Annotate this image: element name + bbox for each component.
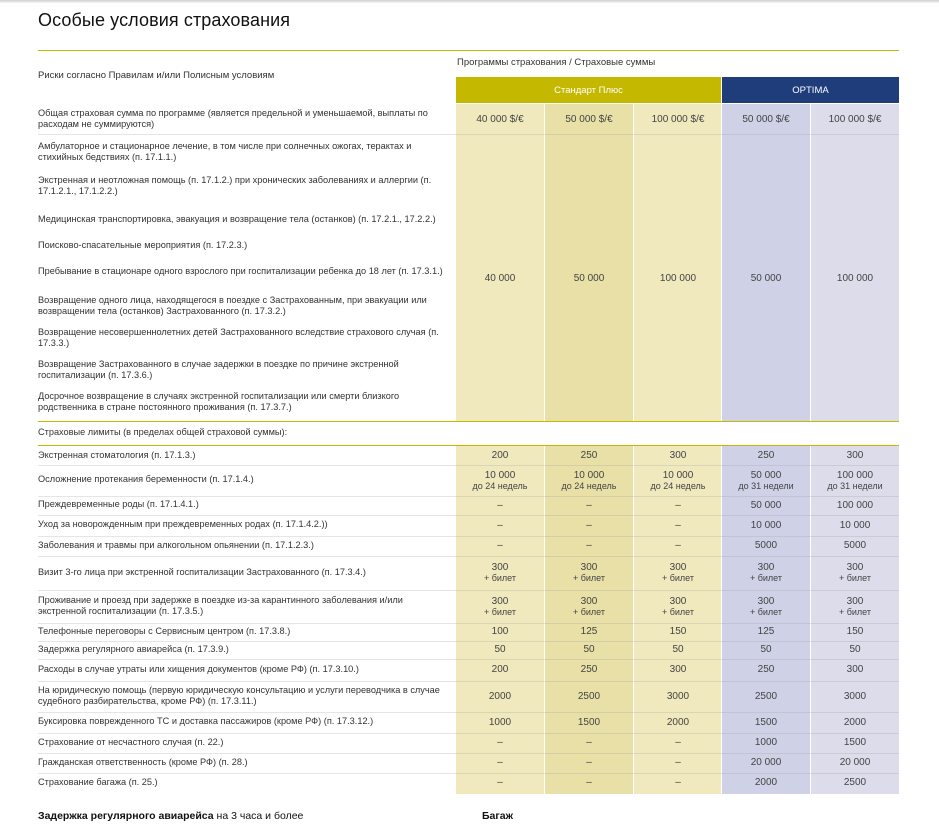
group-header-standard-plus — [456, 77, 721, 103]
cell-amount: 100 000 — [836, 499, 874, 511]
cell-amount: 50 — [494, 644, 506, 655]
cell-amount: 10 000 — [662, 469, 694, 481]
cell-amount: 1000 — [488, 716, 512, 728]
cell-amount: – — [497, 540, 503, 551]
cell-note: до 24 недель — [650, 480, 706, 491]
cell-value: 50 000 $/€ — [565, 113, 613, 125]
group-header-label: Стандарт Плюс — [554, 84, 623, 96]
cell-amount: 150 — [846, 626, 864, 637]
cell-note: + билет — [749, 606, 783, 617]
cell-amount: 300 — [757, 595, 775, 607]
cell-note: + билет — [572, 606, 606, 617]
row-label: Медицинская транспортировка, эвакуация и возвращение тела (останков) (п. 17.2.1., 17.2.2.) — [38, 214, 436, 225]
cell-value — [634, 465, 722, 495]
cell-value — [456, 447, 544, 464]
cell-value — [722, 536, 810, 555]
footer-baggage: Багаж — [482, 810, 514, 822]
merged-cell-value: 100 000 — [659, 272, 697, 284]
cell-note: + билет — [838, 573, 872, 583]
cell-value — [456, 681, 544, 711]
section-rule-bottom — [38, 445, 899, 446]
cell-amount: 50 000 — [750, 499, 782, 511]
row-label: Экстренная стоматология (п. 17.1.3.) — [38, 449, 196, 460]
limit-row — [38, 773, 899, 792]
cell-amount: 200 — [491, 664, 509, 675]
limit-row — [38, 496, 899, 514]
cell-amount: – — [675, 519, 681, 531]
cell-value — [545, 773, 633, 792]
section-label: Страховые лимиты (в пределах общей страховой суммы): — [38, 427, 288, 438]
row-label: Экстренная и неотложная помощь (п. 17.1.2.) при хронических заболеваниях и аллергии (п. 17.1.2.1., 17.1.2.2.) — [38, 174, 432, 196]
cell-amount: 300 — [669, 664, 687, 675]
cell-value — [722, 590, 810, 622]
cell-amount: 1000 — [754, 737, 778, 748]
limit-row — [38, 659, 899, 680]
cell-value — [545, 659, 633, 680]
row-label: Возвращение одного лица, находящегося в поездке с Застрахованным, при эвакуации или возвращении тела (останков) Застрахованного (п. 17.3.2.) — [38, 294, 427, 316]
cell-amount: 50 — [583, 644, 595, 655]
cell-amount: 1500 — [754, 716, 778, 728]
cell-value — [545, 447, 633, 464]
cell-value — [811, 465, 899, 495]
row-label: Пребывание в стационаре одного взрослого при госпитализации ребенка до 18 лет (п. 17.3.1.) — [38, 266, 443, 277]
cell-note: до 31 недели — [827, 480, 883, 491]
cell-value — [811, 753, 899, 772]
cell-value — [722, 681, 810, 711]
row-label: Возвращение несовершеннолетних детей Застрахованного вследствие страхового случая (п. 17.3.3.) — [38, 326, 439, 348]
cell-note: + билет — [483, 573, 517, 583]
cell-amount: – — [586, 737, 592, 748]
cell-value — [545, 536, 633, 555]
cell-amount: 250 — [757, 664, 775, 675]
top-shadow-bar — [0, 0, 939, 3]
cell-amount: 250 — [757, 450, 775, 461]
cell-amount: – — [675, 737, 681, 748]
limit-row — [38, 515, 899, 535]
limit-row — [38, 465, 899, 495]
row-label: Расходы в случае утраты или хищения документов (кроме РФ) (п. 17.3.10.) — [38, 663, 359, 674]
cell-value — [811, 773, 899, 792]
cell-value — [634, 681, 722, 711]
cell-amount: 250 — [580, 450, 598, 461]
cell-value — [456, 641, 544, 658]
cell-value — [811, 447, 899, 464]
cell-amount: 2000 — [843, 716, 867, 728]
cell-value — [722, 623, 810, 640]
merged-cell-value: 40 000 — [484, 272, 516, 284]
cell-value — [456, 659, 544, 680]
cell-amount: 200 — [491, 450, 509, 461]
cell-amount: 50 — [672, 644, 684, 655]
cell-value — [722, 556, 810, 589]
cell-value — [811, 641, 899, 658]
cell-amount: – — [675, 540, 681, 551]
cell-amount: – — [497, 757, 503, 768]
footer-flight-delay-bold: Задержка регулярного авиарейса — [38, 810, 214, 822]
cell-value — [545, 641, 633, 658]
cell-amount: 3000 — [666, 690, 690, 702]
row-label: Буксировка поврежденного ТС и доставка пассажиров (кроме РФ) (п. 17.3.12.) — [38, 716, 374, 727]
cell-amount: 100 000 — [836, 469, 874, 481]
row-label: Страхование багажа (п. 25.) — [38, 776, 158, 787]
cell-value: 100 000 $/€ — [828, 113, 882, 125]
cell-value — [545, 465, 633, 495]
cell-amount: 2500 — [577, 690, 601, 702]
cell-amount: 1500 — [577, 716, 601, 728]
cell-value — [456, 496, 544, 514]
cell-value: 40 000 $/€ — [476, 113, 524, 125]
cell-value — [545, 753, 633, 772]
cell-amount: – — [497, 737, 503, 748]
row-label: Досрочное возвращение в случаях экстренной госпитализации или смерти близкого родственника в стране постоянного проживания (п. 17.3.7.) — [38, 390, 400, 412]
cell-value — [811, 712, 899, 732]
cell-amount: 100 — [491, 626, 509, 637]
cell-amount: 125 — [580, 626, 598, 637]
cell-amount: – — [497, 519, 503, 531]
cell-value — [634, 773, 722, 792]
cell-amount: 300 — [846, 595, 864, 607]
cell-value — [722, 773, 810, 792]
row-label: Уход за новорожденным при преждевременных родах (п. 17.1.4.2.)) — [38, 519, 328, 530]
limits-section-header — [38, 422, 899, 444]
cell-amount: – — [497, 499, 503, 511]
cell-amount: 50 — [760, 644, 772, 655]
row-label: Проживание и проезд при задержке в поездке из-за карантинного заболевания и/или экстренной госпитализации (п. 17.3.5.) — [38, 594, 403, 616]
cell-amount: 5000 — [754, 540, 778, 551]
cell-value — [634, 659, 722, 680]
cell-note: + билет — [661, 606, 695, 617]
cell-value — [545, 496, 633, 514]
footer-flight-delay — [38, 810, 303, 822]
cell-value — [456, 773, 544, 792]
cell-value — [634, 641, 722, 658]
cell-value — [722, 515, 810, 535]
limit-row — [38, 447, 899, 464]
cell-value — [634, 556, 722, 589]
cell-value — [456, 590, 544, 622]
cell-value — [634, 712, 722, 732]
cell-amount: 300 — [580, 562, 598, 573]
cell-note: + билет — [661, 573, 695, 583]
limit-row — [38, 681, 899, 711]
group-header-optima — [722, 77, 899, 103]
cell-value — [811, 681, 899, 711]
limit-row — [38, 556, 899, 589]
programs-header: Программы страхования / Страховые суммы — [457, 57, 656, 68]
row-separator — [38, 134, 899, 135]
cell-value — [634, 733, 722, 752]
row-label: На юридическую помощь (первую юридическую консультацию и услуги переводчика в случае судебного разбирательства, кроме РФ) (п. 17.3.11.) — [38, 684, 440, 706]
cell-value — [722, 733, 810, 752]
merged-cell-value: 50 000 — [573, 272, 605, 284]
cell-amount: 300 — [669, 450, 687, 461]
row-label: Возвращение Застрахованного в случае задержки в поездке по причине экстренной госпитализации (п. 17.3.6.) — [38, 358, 399, 380]
cell-note: до 31 недели — [738, 480, 794, 491]
row-label: Заболевания и травмы при алкогольном опьянении (п. 17.1.2.3.) — [38, 539, 314, 550]
cell-amount: 1500 — [843, 737, 867, 748]
cell-value — [545, 623, 633, 640]
cell-note: + билет — [483, 606, 517, 617]
cell-value — [456, 515, 544, 535]
total-sum-row — [38, 104, 899, 134]
row-label: Задержка регулярного авиарейса (п. 17.3.9.) — [38, 643, 229, 654]
cell-amount: 300 — [491, 595, 509, 607]
cell-value — [722, 496, 810, 514]
cell-amount: 300 — [846, 664, 864, 675]
cell-value — [722, 447, 810, 464]
limit-row — [38, 536, 899, 555]
cell-amount: 300 — [669, 595, 687, 607]
cell-value — [722, 659, 810, 680]
cell-amount: 2500 — [754, 690, 778, 702]
cell-amount: 20 000 — [750, 757, 782, 768]
cell-value — [722, 641, 810, 658]
cell-value — [722, 712, 810, 732]
merged-cell-value: 50 000 — [750, 272, 782, 284]
group-header-label: OPTIMA — [792, 84, 829, 96]
cell-amount: 10 000 — [750, 519, 782, 531]
cell-amount: 10 000 — [573, 469, 605, 481]
row-label: Амбулаторное и стационарное лечение, в том числе при солнечных ожогах, терактах и стихийных бедствиях (п. 17.1.1.) — [38, 140, 412, 162]
cell-value — [634, 590, 722, 622]
row-label: Телефонные переговоры с Сервисным центром (п. 17.3.8.) — [38, 625, 291, 636]
cell-value — [545, 712, 633, 732]
limit-row — [38, 712, 899, 732]
cell-value — [545, 590, 633, 622]
cell-amount: 50 000 — [750, 469, 782, 481]
cell-value — [456, 733, 544, 752]
cell-value — [634, 496, 722, 514]
cell-amount: 250 — [580, 664, 598, 675]
cell-value — [456, 556, 544, 589]
cell-amount: 300 — [669, 562, 687, 573]
merged-risks-block — [38, 136, 899, 420]
cell-value: 50 000 $/€ — [742, 113, 790, 125]
cell-amount: 20 000 — [839, 757, 871, 768]
cell-value — [634, 515, 722, 535]
limit-row — [38, 623, 899, 640]
cell-value — [545, 681, 633, 711]
cell-value: 100 000 $/€ — [651, 113, 705, 125]
cell-amount: 125 — [757, 626, 775, 637]
cell-amount: 2000 — [754, 777, 778, 788]
cell-amount: 300 — [580, 595, 598, 607]
cell-amount: – — [586, 757, 592, 768]
row-label: Визит 3-го лица при экстренной госпитализации Застрахованного (п. 17.3.4.) — [38, 566, 366, 577]
cell-value — [545, 515, 633, 535]
risks-column-header: Риски согласно Правилам и/или Полисным условиям — [38, 70, 275, 81]
cell-value — [811, 496, 899, 514]
cell-value — [456, 536, 544, 555]
cell-value — [811, 536, 899, 555]
limit-row — [38, 753, 899, 772]
cell-value — [456, 465, 544, 495]
limit-row — [38, 733, 899, 752]
cell-note: до 24 недель — [561, 480, 617, 491]
cell-amount: 5000 — [843, 540, 867, 551]
cell-amount: 300 — [846, 562, 864, 573]
cell-amount: 2000 — [488, 690, 512, 702]
cell-value — [545, 733, 633, 752]
cell-value — [634, 753, 722, 772]
cell-value — [811, 515, 899, 535]
header-top-rule — [38, 50, 899, 51]
cell-value — [545, 556, 633, 589]
cell-note: + билет — [749, 573, 783, 583]
cell-amount: 300 — [757, 562, 775, 573]
cell-note: + билет — [572, 573, 606, 583]
cell-note: до 24 недель — [472, 480, 528, 491]
cell-amount: – — [675, 499, 681, 511]
cell-amount: 300 — [491, 562, 509, 573]
cell-amount: – — [586, 519, 592, 531]
cell-value — [722, 753, 810, 772]
cell-value — [456, 753, 544, 772]
cell-amount: – — [586, 499, 592, 511]
limit-row — [38, 590, 899, 622]
cell-amount: 50 — [849, 644, 861, 655]
row-label: Гражданская ответственность (кроме РФ) (п. 28.) — [38, 756, 248, 767]
row-label: Поисково-спасательные мероприятия (п. 17.2.3.) — [38, 240, 248, 251]
cell-value — [811, 556, 899, 589]
cell-amount: – — [586, 540, 592, 551]
cell-amount: 2000 — [666, 716, 690, 728]
cell-amount: 2500 — [843, 777, 867, 788]
cell-value — [634, 623, 722, 640]
cell-value — [811, 733, 899, 752]
cell-amount: – — [586, 777, 592, 788]
cell-amount: 300 — [846, 450, 864, 461]
merged-cell-value: 100 000 — [836, 272, 874, 284]
cell-value — [456, 623, 544, 640]
footer-flight-delay-rest: на 3 часа и более — [213, 810, 304, 822]
row-label: Осложнение протекания беременности (п. 17.1.4.) — [38, 474, 254, 485]
row-label: Страхование от несчастного случая (п. 22.) — [38, 736, 224, 747]
cell-amount: – — [675, 777, 681, 788]
cell-note: + билет — [838, 606, 872, 617]
row-label: Общая страховая сумма по программе (является предельной и уменьшаемой, выплаты по расходам не суммируются) — [38, 107, 428, 129]
limit-row — [38, 641, 899, 658]
cell-value — [811, 590, 899, 622]
cell-amount: – — [675, 757, 681, 768]
row-label: Преждевременные роды (п. 17.1.4.1.) — [38, 499, 199, 510]
cell-value — [634, 447, 722, 464]
cell-amount: 10 000 — [484, 469, 516, 481]
cell-amount: 10 000 — [839, 519, 871, 531]
cell-value — [811, 659, 899, 680]
cell-amount: 150 — [669, 626, 687, 637]
cell-amount: 3000 — [843, 690, 867, 702]
cell-value — [456, 712, 544, 732]
cell-value — [722, 465, 810, 495]
cell-value — [634, 536, 722, 555]
cell-value — [811, 623, 899, 640]
page-title: Особые условия страхования — [38, 10, 291, 30]
cell-amount: – — [497, 777, 503, 788]
